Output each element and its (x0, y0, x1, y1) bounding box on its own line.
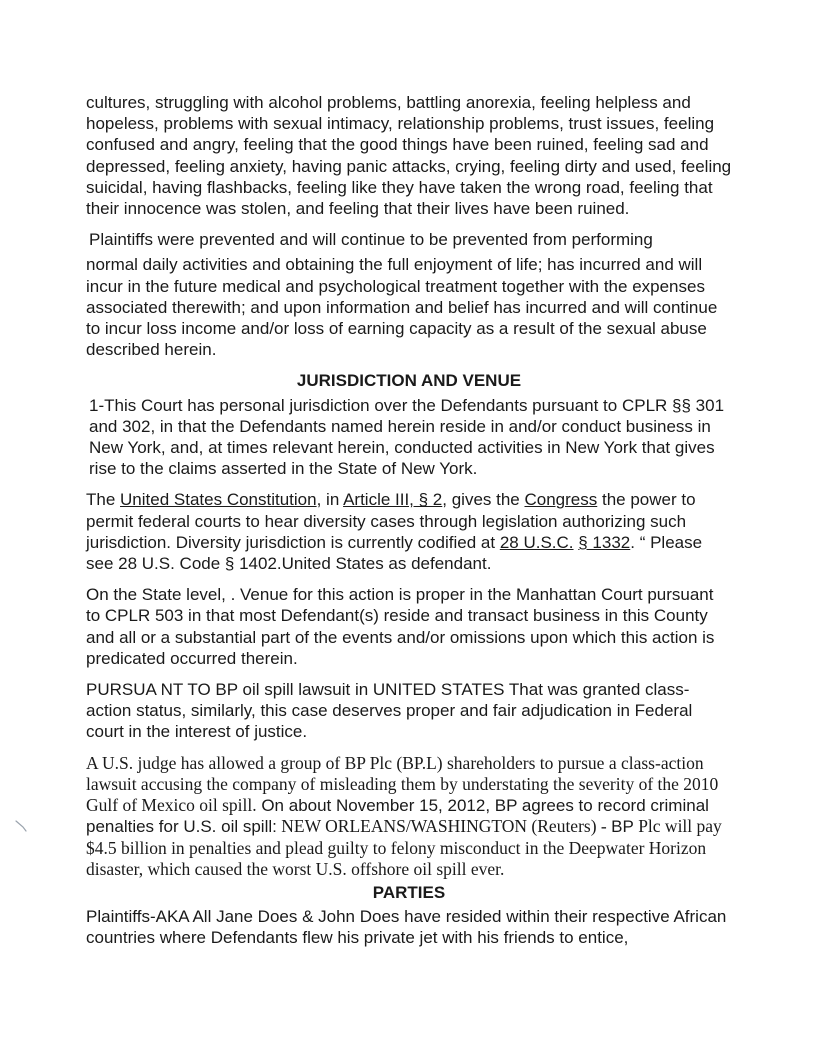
text-segment: Plc will pay $4.5 billion in penalties and plead guilty to felony misconduct in the Deepwater Horizon disaster, which caused the worst U.S. offshore oil spill ever. (86, 816, 722, 879)
text-segment: BP (611, 817, 634, 837)
heading-jurisdiction-and-venue: JURISDICTION AND VENUE (296, 371, 522, 391)
stray-pen-mark (14, 818, 34, 838)
text-segment: the power to permit federal courts to hear diversity cases through legislation authorizing such jurisdiction. Diversity jurisdiction is currently codified at (86, 490, 696, 552)
paragraph-damages: cultures, struggling with alcohol problems, battling anorexia, feeling helpless and hopeless, problems with sexual intimacy, relationship problems, trust issues, feeling confused and angry, feeling that the good things have been ruined, feeling sad and depressed, feeling anxiety, having panic attacks, crying, feeling dirty and used, feeling suicidal, having flashbacks, feeling like they have taken the wrong road, feeling that their innocence was stolen, and feeling that their lives have been ruined. (86, 93, 732, 219)
text-segment: NEW ORLEANS/WASHINGTON (Reuters) - (276, 816, 612, 837)
paragraph-prevented: Plaintiffs were prevented and will continue to be prevented from performing (89, 230, 653, 250)
text-segment: The (86, 490, 121, 510)
text-segment: A U.S. judge has allowed a group of BP Plc (BP.L) shareholders to pursue a class-action lawsuit accusing the company of misleading them by understating the severity of the 2010 Gulf of Mexico oil spill. (86, 752, 719, 816)
link-28-usc[interactable]: 28 U.S.C. (499, 532, 574, 552)
link-congress[interactable]: Congress (524, 490, 598, 510)
paragraph-constitution (86, 489, 732, 574)
paragraph-personal-jurisdiction: 1-This Court has personal jurisdiction over the Defendants pursuant to CPLR §§ 301 and 302, in that the Defendants named herein reside in and/or conduct business in New York, and, at times relevant herein, conducted activities in New York that gives rise to the claims asserted in the State of New York. (89, 395, 725, 479)
paragraph-state-venue: On the State level, . Venue for this action is proper in the Manhattan Court pursuant to CPLR 503 in that most Defendant(s) reside and transact business in this County and all or a substantial part of the events and/or omissions upon which this action is predicated occurred therein. (86, 585, 715, 668)
text-segment: On about November 15, 2012, BP agrees to record criminal penalties for U.S. oil spill: (86, 796, 709, 837)
paragraph-plaintiffs: Plaintiffs-AKA All Jane Does & John Does have resided within their respective African countries where Defendants flew his private jet with his friends to entice, (86, 907, 727, 948)
heading-parties: PARTIES (372, 882, 446, 902)
document-page (86, 92, 732, 959)
link-us-constitution[interactable]: United States Constitution (120, 490, 317, 510)
text-segment: , gives the (442, 490, 525, 510)
text-segment: . “ Please see 28 U.S. Code § 1402.United States as defendant. (86, 532, 703, 574)
link-article-iii[interactable]: Article III, § 2 (343, 490, 443, 510)
text-segment: , in (316, 490, 344, 510)
paragraph-bp-class-action: PURSUA NT TO BP oil spill lawsuit in UNITED STATES That was granted class-action status, similarly, this case deserves proper and fair adjudication in Federal court in the interest of justice. (86, 680, 693, 742)
paragraph-daily-activities: normal daily activities and obtaining the full enjoyment of life; has incurred and will incur in the future medical and psychological treatment together with the expenses associated therewith; and upon information and belief has incurred and will continue to incur loss income and/or loss of earning capacity as a result of the sexual abuse described herein. (86, 255, 718, 360)
link-section-1332[interactable]: § 1332 (578, 532, 631, 552)
paragraph-bp-judge (86, 753, 732, 880)
